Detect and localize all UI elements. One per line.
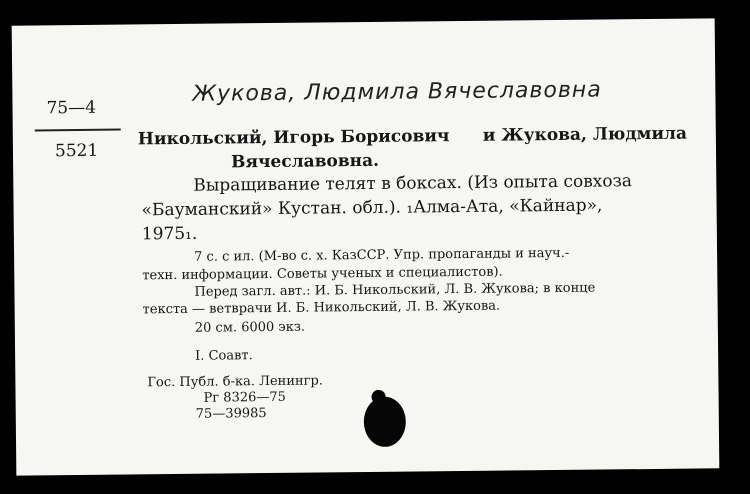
heading-author: Никольский, Игорь Борисович xyxy=(137,126,450,150)
ink-blot xyxy=(364,397,407,447)
heading-coauthor-continued: Вячеславовна. xyxy=(231,150,380,173)
note-line-1: 7 с. с ил. (М-во с. х. КазССР. Упр. пропаганды и науч.- xyxy=(194,245,570,265)
title-line-1: Выращивание телят в боксах. (Из опыта совхоза xyxy=(193,171,633,196)
heading-coauthor: и Жукова, Людмила xyxy=(482,123,688,146)
handwritten-author-name: Жукова, Людмила Вячеславовна xyxy=(192,77,602,107)
library-line-3: 75—39985 xyxy=(195,406,267,422)
note-line-2: техн. информации. Советы ученых и специалистов). xyxy=(142,264,503,284)
note-line-5: 20 см. 6000 экз. xyxy=(194,319,306,336)
ink-blot-edge xyxy=(371,390,385,404)
library-line-1: Гос. Публ. б-ка. Ленингр. xyxy=(147,373,323,391)
catalog-card xyxy=(12,18,720,475)
note-line-4: текста — ветврачи И. Б. Никольский, Л. В. Жукова. xyxy=(142,298,501,318)
call-number-top: 75—4 xyxy=(46,97,97,119)
tracing-entry: I. Соавт. xyxy=(195,348,253,364)
call-number-divider xyxy=(35,129,121,132)
call-number-bottom: 5521 xyxy=(54,140,99,162)
title-line-3: 1975₁. xyxy=(141,223,198,245)
title-line-2: «Бауманский» Кустан. обл.). ₁Алма-Ата, «Кайнар», xyxy=(141,195,603,221)
note-line-3: Перед загл. авт.: И. Б. Никольский, Л. В. Жукова; в конце xyxy=(194,280,596,300)
library-line-2: Рг 8326—75 xyxy=(203,389,286,406)
